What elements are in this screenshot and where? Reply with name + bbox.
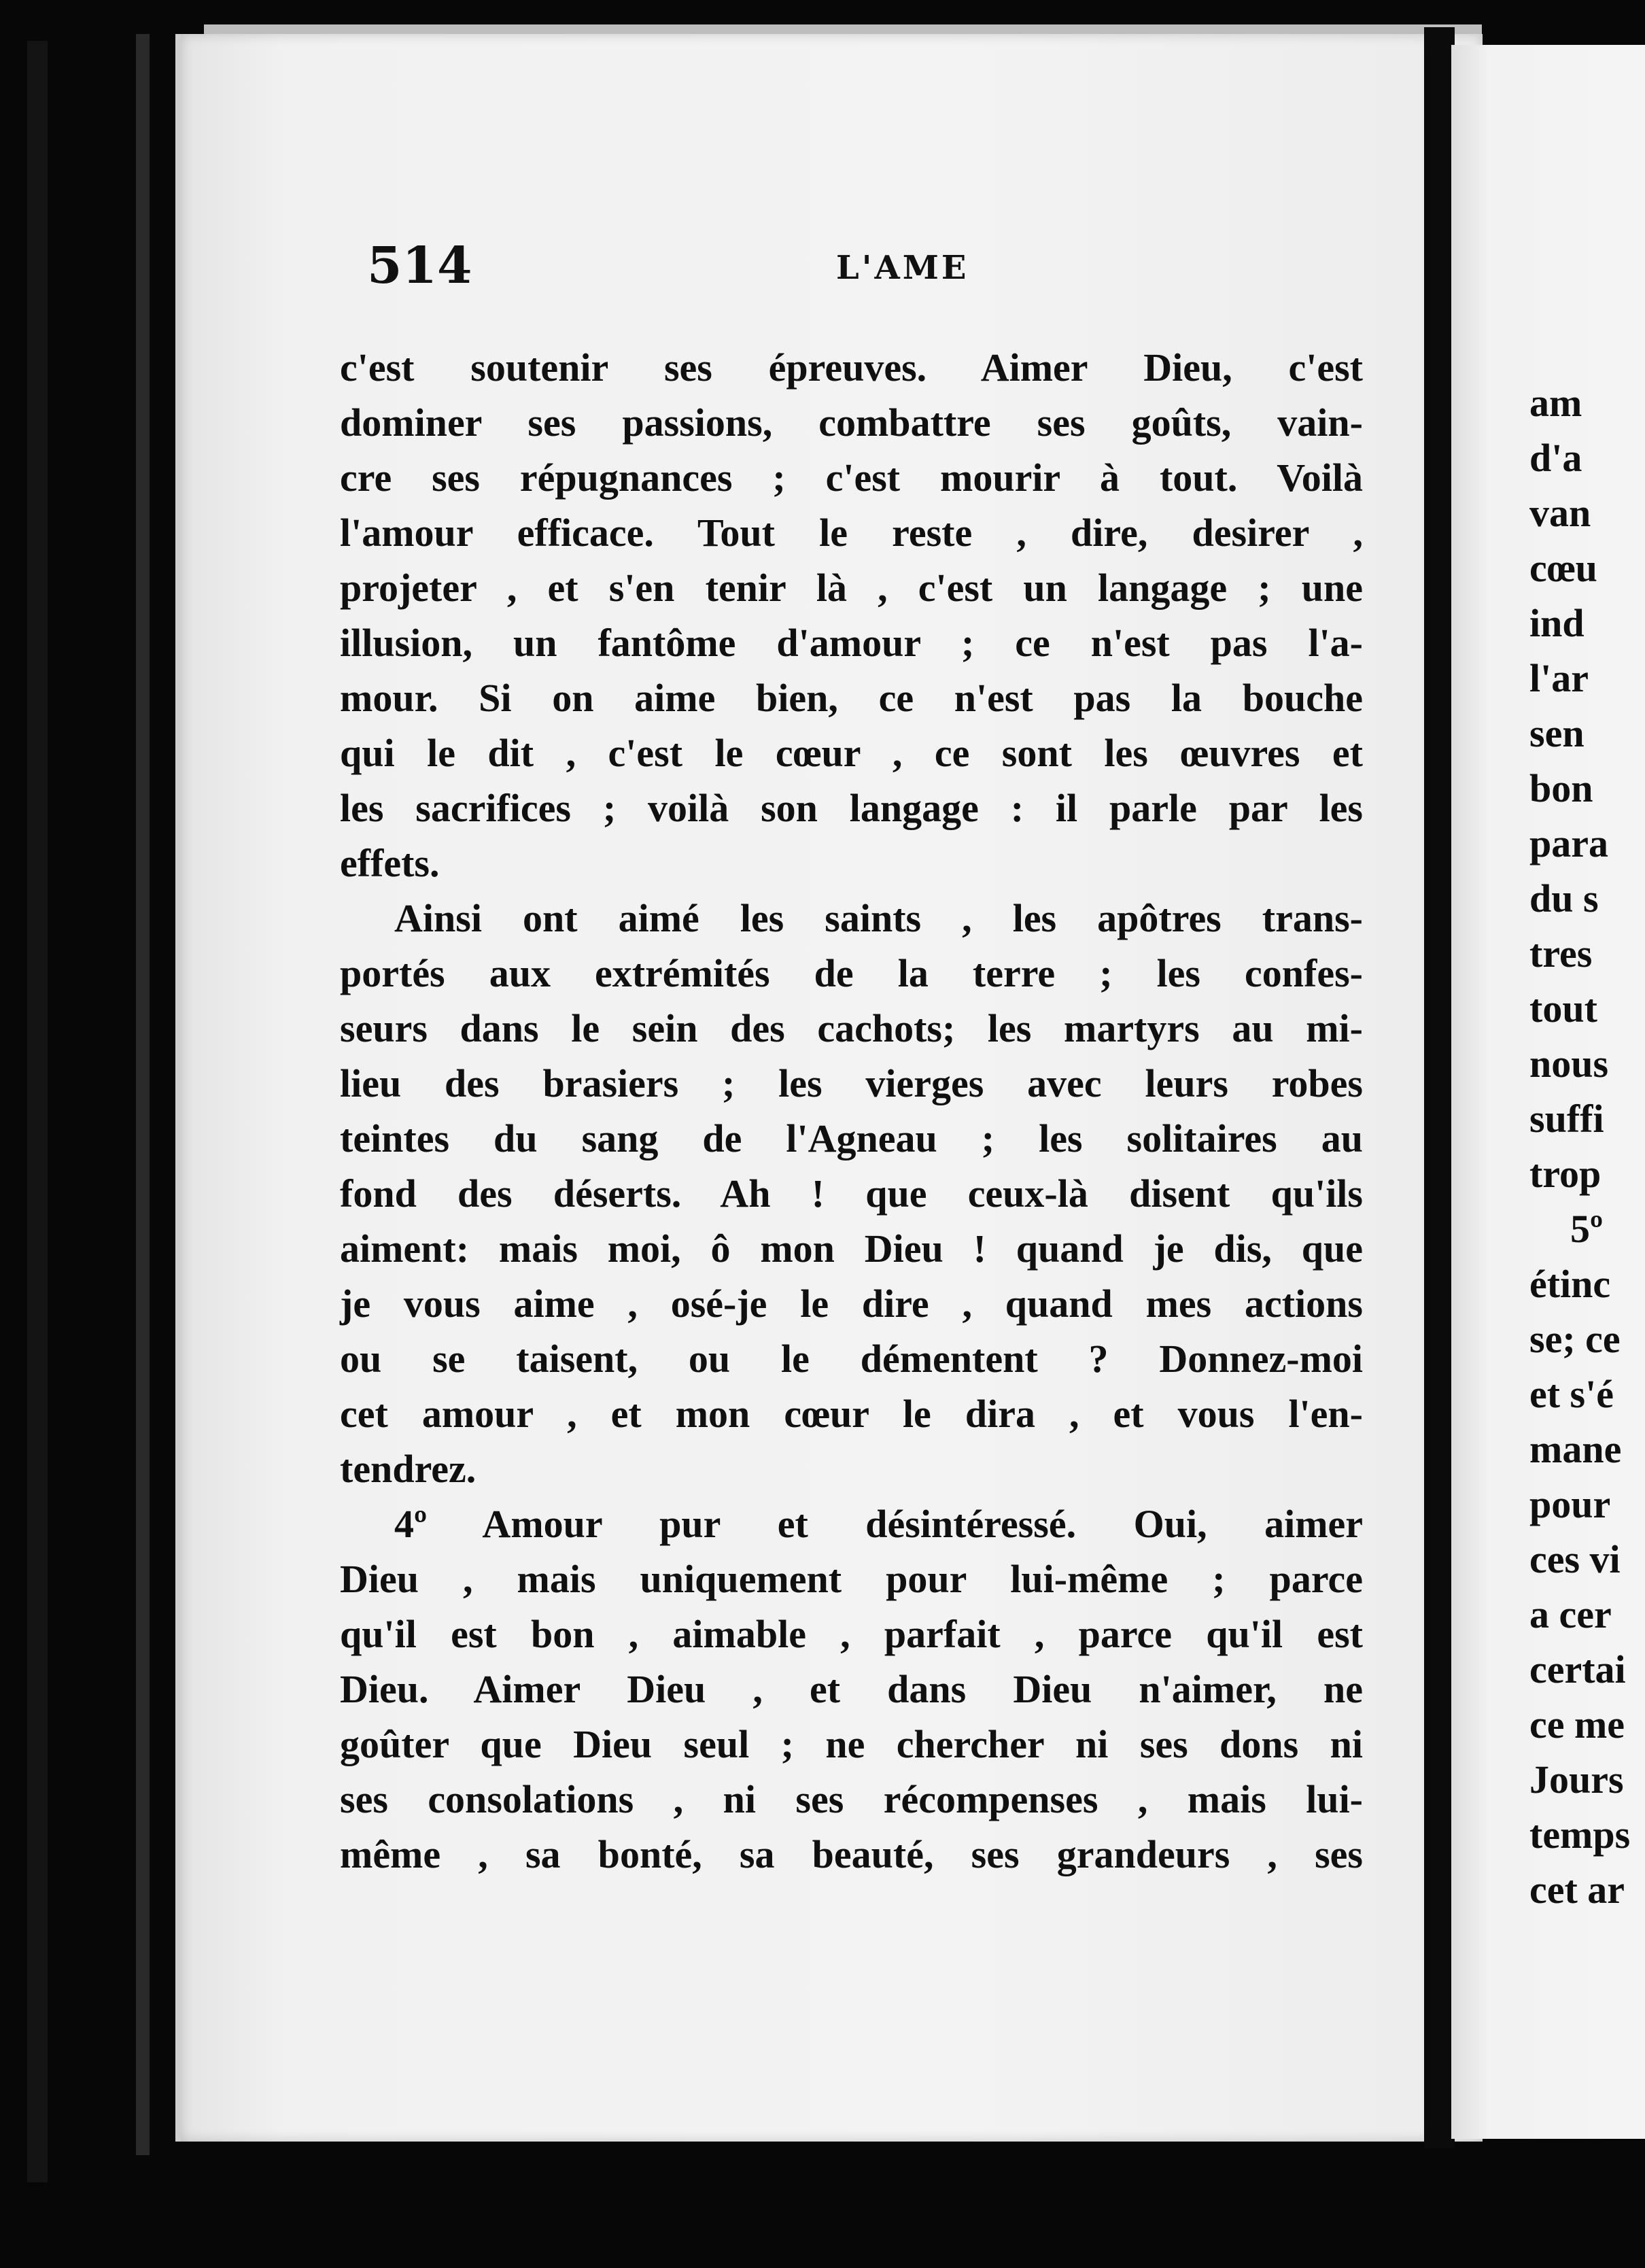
text-line: fond des déserts. Ah ! que ceux-là disent qu'ils bbox=[340, 1171, 1363, 1216]
next-page-line-fragment: tres bbox=[1529, 931, 1593, 976]
next-page-line-fragment: d'a bbox=[1529, 436, 1582, 480]
text-line: mour. Si on aime bien, ce n'est pas la bouche bbox=[340, 676, 1363, 720]
next-page-text-fragments bbox=[1529, 375, 1645, 1917]
page-gutter bbox=[1424, 27, 1455, 2148]
next-page-line-fragment: mane bbox=[1529, 1427, 1622, 1471]
page-top-edge bbox=[204, 24, 1482, 34]
text-line: ses consolations , ni ses récompenses , mais lui- bbox=[340, 1777, 1363, 1821]
next-page-line-fragment: van bbox=[1529, 491, 1591, 535]
text-line: goûter que Dieu seul ; ne chercher ni ses dons ni bbox=[340, 1722, 1363, 1766]
next-page-line-fragment: sen bbox=[1529, 711, 1585, 755]
next-page-line-fragment: trop bbox=[1529, 1152, 1601, 1196]
next-page-line-fragment: étinc bbox=[1529, 1262, 1611, 1306]
next-page-line-fragment: ce me bbox=[1529, 1702, 1625, 1747]
next-page-line-fragment: 5º bbox=[1570, 1207, 1604, 1251]
text-line: Dieu , mais uniquement pour lui-même ; parce bbox=[340, 1557, 1363, 1601]
text-line: cre ses répugnances ; c'est mourir à tout. Voilà bbox=[340, 456, 1363, 500]
next-page-line-fragment: du s bbox=[1529, 876, 1599, 921]
text-line: dominer ses passions, combattre ses goûts, vain- bbox=[340, 400, 1363, 445]
text-line: cet amour , et mon cœur le dira , et vous l'en- bbox=[340, 1392, 1363, 1436]
text-line: 4º Amour pur et désintéressé. Oui, aimer bbox=[394, 1502, 1363, 1546]
text-line: c'est soutenir ses épreuves. Aimer Dieu, c'est bbox=[340, 345, 1363, 390]
next-page-line-fragment: pour bbox=[1529, 1482, 1611, 1526]
text-line: qu'il est bon , aimable , parfait , parce qu'il est bbox=[340, 1612, 1363, 1656]
text-line: tendrez. bbox=[340, 1447, 477, 1491]
page-body-text bbox=[340, 340, 1363, 1882]
left-binding-edge bbox=[27, 41, 48, 2182]
text-line: teintes du sang de l'Agneau ; les solitaires au bbox=[340, 1116, 1363, 1161]
next-page-line-fragment: se; ce bbox=[1529, 1317, 1621, 1361]
text-line: seurs dans le sein des cachots; les martyrs au mi- bbox=[340, 1006, 1363, 1050]
next-page-line-fragment: Jours bbox=[1529, 1757, 1624, 1802]
text-line: même , sa bonté, sa beauté, ses grandeurs , ses bbox=[340, 1832, 1363, 1876]
text-line: portés aux extrémités de la terre ; les confes- bbox=[340, 951, 1363, 995]
page-header bbox=[367, 237, 1400, 305]
text-line: aiment: mais moi, ô mon Dieu ! quand je dis, que bbox=[340, 1226, 1363, 1271]
text-line: illusion, un fantôme d'amour ; ce n'est pas l'a- bbox=[340, 621, 1363, 665]
next-page-line-fragment: ces vi bbox=[1529, 1537, 1621, 1581]
text-line: effets. bbox=[340, 841, 440, 885]
next-page-line-fragment: bon bbox=[1529, 766, 1593, 810]
next-page-line-fragment: et s'é bbox=[1529, 1372, 1614, 1416]
next-page-line-fragment: para bbox=[1529, 821, 1608, 865]
text-line: l'amour efficace. Tout le reste , dire, desirer , bbox=[340, 511, 1363, 555]
text-line: ou se taisent, ou le démentent ? Donnez-moi bbox=[340, 1337, 1363, 1381]
text-line: je vous aime , osé-je le dire , quand mes actions bbox=[340, 1282, 1363, 1326]
text-line: les sacrifices ; voilà son langage : il parle par les bbox=[340, 786, 1363, 830]
next-page-line-fragment: am bbox=[1529, 381, 1582, 425]
running-head: L'AME bbox=[836, 249, 969, 287]
next-page-line-fragment: ind bbox=[1529, 601, 1585, 645]
next-page-line-fragment: nous bbox=[1529, 1042, 1609, 1086]
text-line: Dieu. Aimer Dieu , et dans Dieu n'aimer, ne bbox=[340, 1667, 1363, 1711]
text-line: lieu des brasiers ; les vierges avec leurs robes bbox=[340, 1061, 1363, 1105]
left-binding-edge-inner bbox=[136, 34, 150, 2155]
next-page-line-fragment: tout bbox=[1529, 986, 1597, 1031]
next-page-line-fragment: cet ar bbox=[1529, 1868, 1625, 1912]
next-page-line-fragment: cœu bbox=[1529, 546, 1597, 590]
next-page-line-fragment: l'ar bbox=[1529, 656, 1589, 700]
page-number: 514 bbox=[367, 237, 472, 295]
next-page-line-fragment: temps bbox=[1529, 1812, 1631, 1857]
text-line: Ainsi ont aimé les saints , les apôtres trans- bbox=[394, 896, 1363, 940]
next-page-line-fragment: suffi bbox=[1529, 1097, 1604, 1141]
text-line: qui le dit , c'est le cœur , ce sont les œuvres et bbox=[340, 731, 1363, 775]
next-page-line-fragment: certai bbox=[1529, 1647, 1626, 1691]
text-line: projeter , et s'en tenir là , c'est un langage ; une bbox=[340, 566, 1363, 610]
next-page-line-fragment: a cer bbox=[1529, 1592, 1612, 1636]
